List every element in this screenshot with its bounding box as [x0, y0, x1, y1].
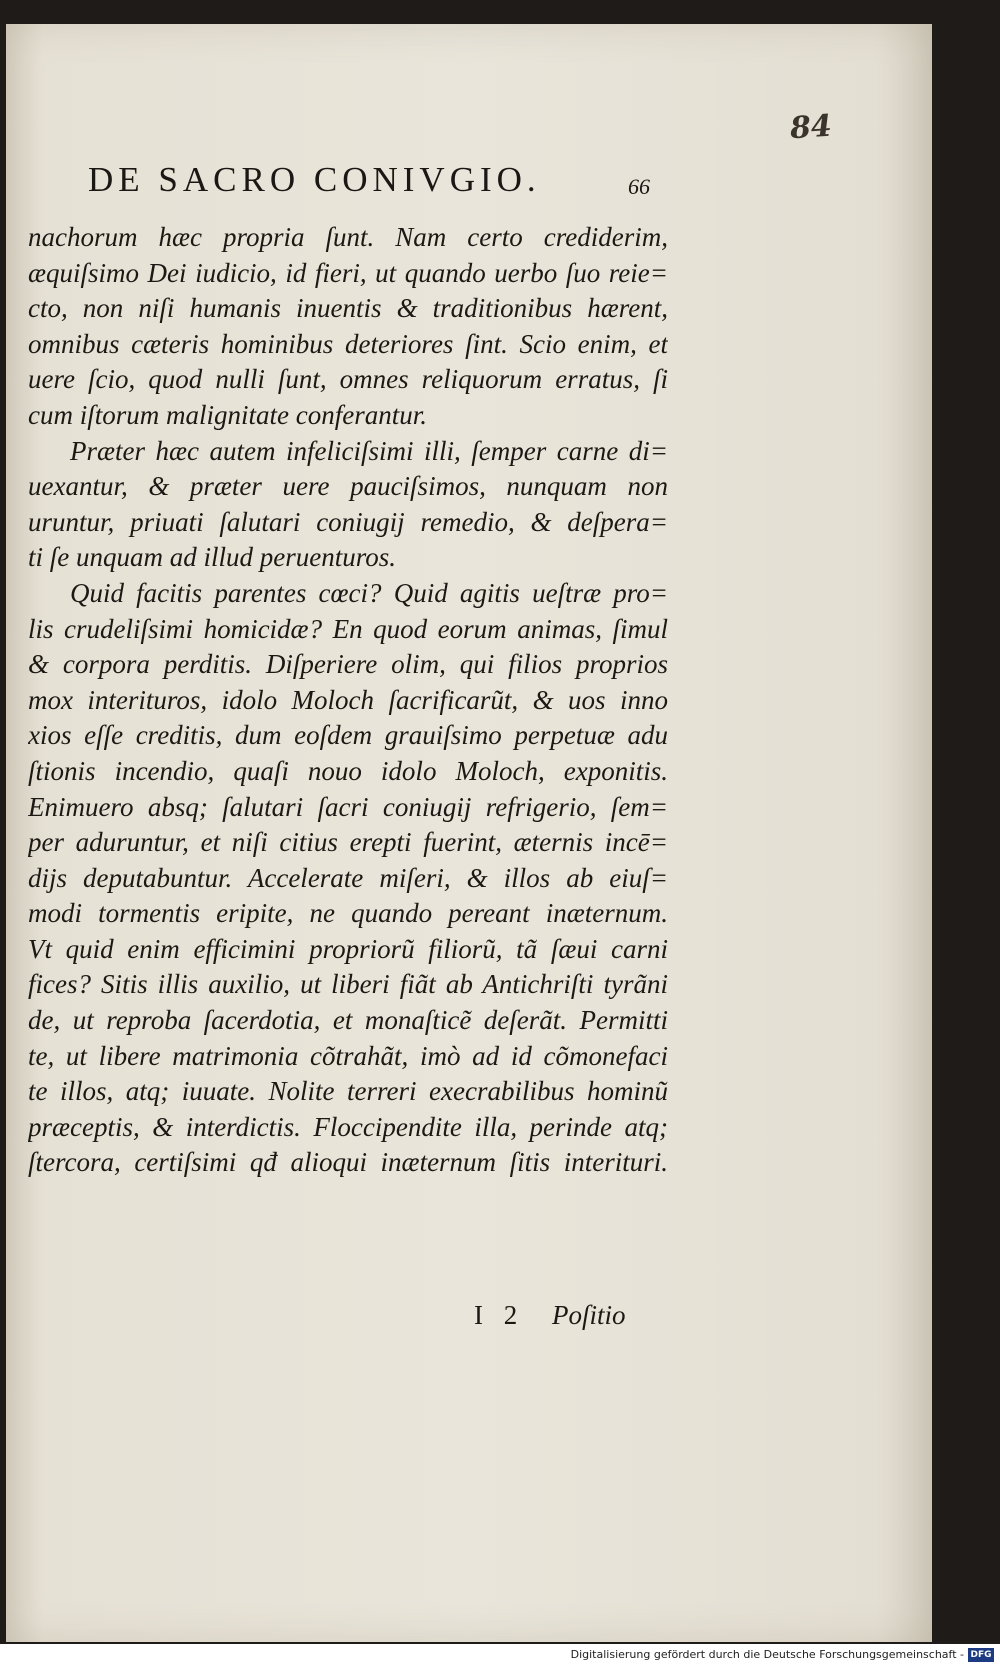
- signature-mark: I: [474, 1300, 483, 1330]
- signature-line: [474, 1300, 664, 1331]
- book-page: [6, 24, 932, 1642]
- text-line: fices? Sitis illis auxilio, ut liberi fiãt ab Antichriſti tyrãni: [28, 969, 668, 1000]
- text-line: Vt quid enim efficimini propriorũ filiorũ, tã ſæui carni: [28, 933, 668, 964]
- catchword: Poſitio: [552, 1300, 626, 1330]
- text-line: ſtercora, certiſsimi qđ alioqui inæternum ſitis interituri.: [28, 1147, 668, 1178]
- text-line: dijs deputabuntur. Accelerate miſeri, & illos ab eiuſ=: [28, 862, 668, 893]
- text-line: cum iſtorum malignitate conferantur.: [28, 399, 427, 430]
- text-line: te, ut libere matrimonia cõtrahãt, imò ad id cõmonefaci: [28, 1040, 668, 1071]
- page-number: 66: [628, 174, 650, 199]
- text-line: Enimuero absq; ſalutari ſacri coniugij refrigerio, ſem=: [28, 791, 668, 822]
- text-line: omnibus cæteris hominibus deteriores ſint. Scio enim, et: [28, 328, 668, 359]
- text-line: xios eſſe creditis, dum eoſdem grauiſsimo perpetuæ adu: [28, 720, 668, 751]
- text-line: uruntur, priuati ſalutari coniugij remedio, & deſpera=: [28, 506, 668, 537]
- text-line: ti ſe unquam ad illud peruenturos.: [28, 542, 396, 573]
- text-line: modi tormentis eripite, ne quando pereant inæternum.: [28, 898, 668, 929]
- text-line: cto, non niſi humanis inuentis & traditionibus hærent,: [28, 293, 668, 324]
- running-head: DE SACRO CONIVGIO.: [88, 160, 541, 199]
- digitization-credit: Digitalisierung gefördert durch die Deutsche Forschungsgemeinschaft -: [570, 1648, 964, 1661]
- text-line: præceptis, & interdictis. Floccipendite illa, perinde atq;: [28, 1111, 668, 1142]
- signature-number: 2: [503, 1300, 518, 1330]
- text-line: & corpora perditis. Diſperiere olim, qui filios proprios: [28, 649, 668, 680]
- text-line: lis crudeliſsimi homicidæ? En quod eorum animas, ſimul: [28, 613, 668, 644]
- text-line: ſtionis incendio, quaſi nouo idolo Moloch, exponitis.: [28, 755, 668, 786]
- text-line: de, ut reproba ſacerdotia, et monaſticẽ deſerãt. Permitti: [28, 1005, 668, 1036]
- text-line: mox interituros, idolo Moloch ſacrificarũt, & uos inno: [28, 684, 668, 715]
- text-line: nachorum hæc propria ſunt. Nam certo crediderim,: [28, 222, 668, 252]
- text-line: Quid facitis parentes cœci? Quid agitis ueſtræ pro=: [70, 577, 668, 608]
- dfg-logo: DFG: [968, 1648, 994, 1662]
- handwritten-folio-number: 84: [788, 108, 833, 147]
- text-line: uexantur, & præter uere pauciſsimos, nunquam non: [28, 471, 668, 502]
- text-line: uere ſcio, quod nulli ſunt, omnes reliquorum erratus, ſi: [28, 364, 668, 395]
- text-line: Præter hæc autem infeliciſsimi illi, ſemper carne di=: [70, 435, 668, 466]
- body-text: [28, 220, 668, 1181]
- digitization-footer: [0, 1644, 1000, 1667]
- text-line: te illos, atq; iuuate. Nolite terreri execrabilibus hominũ: [28, 1076, 668, 1107]
- text-line: æquiſsimo Dei iudicio, id fieri, ut quando uerbo ſuo reie=: [28, 257, 668, 288]
- text-line: per aduruntur, et niſi citius erepti fuerint, æternis incē=: [28, 827, 668, 858]
